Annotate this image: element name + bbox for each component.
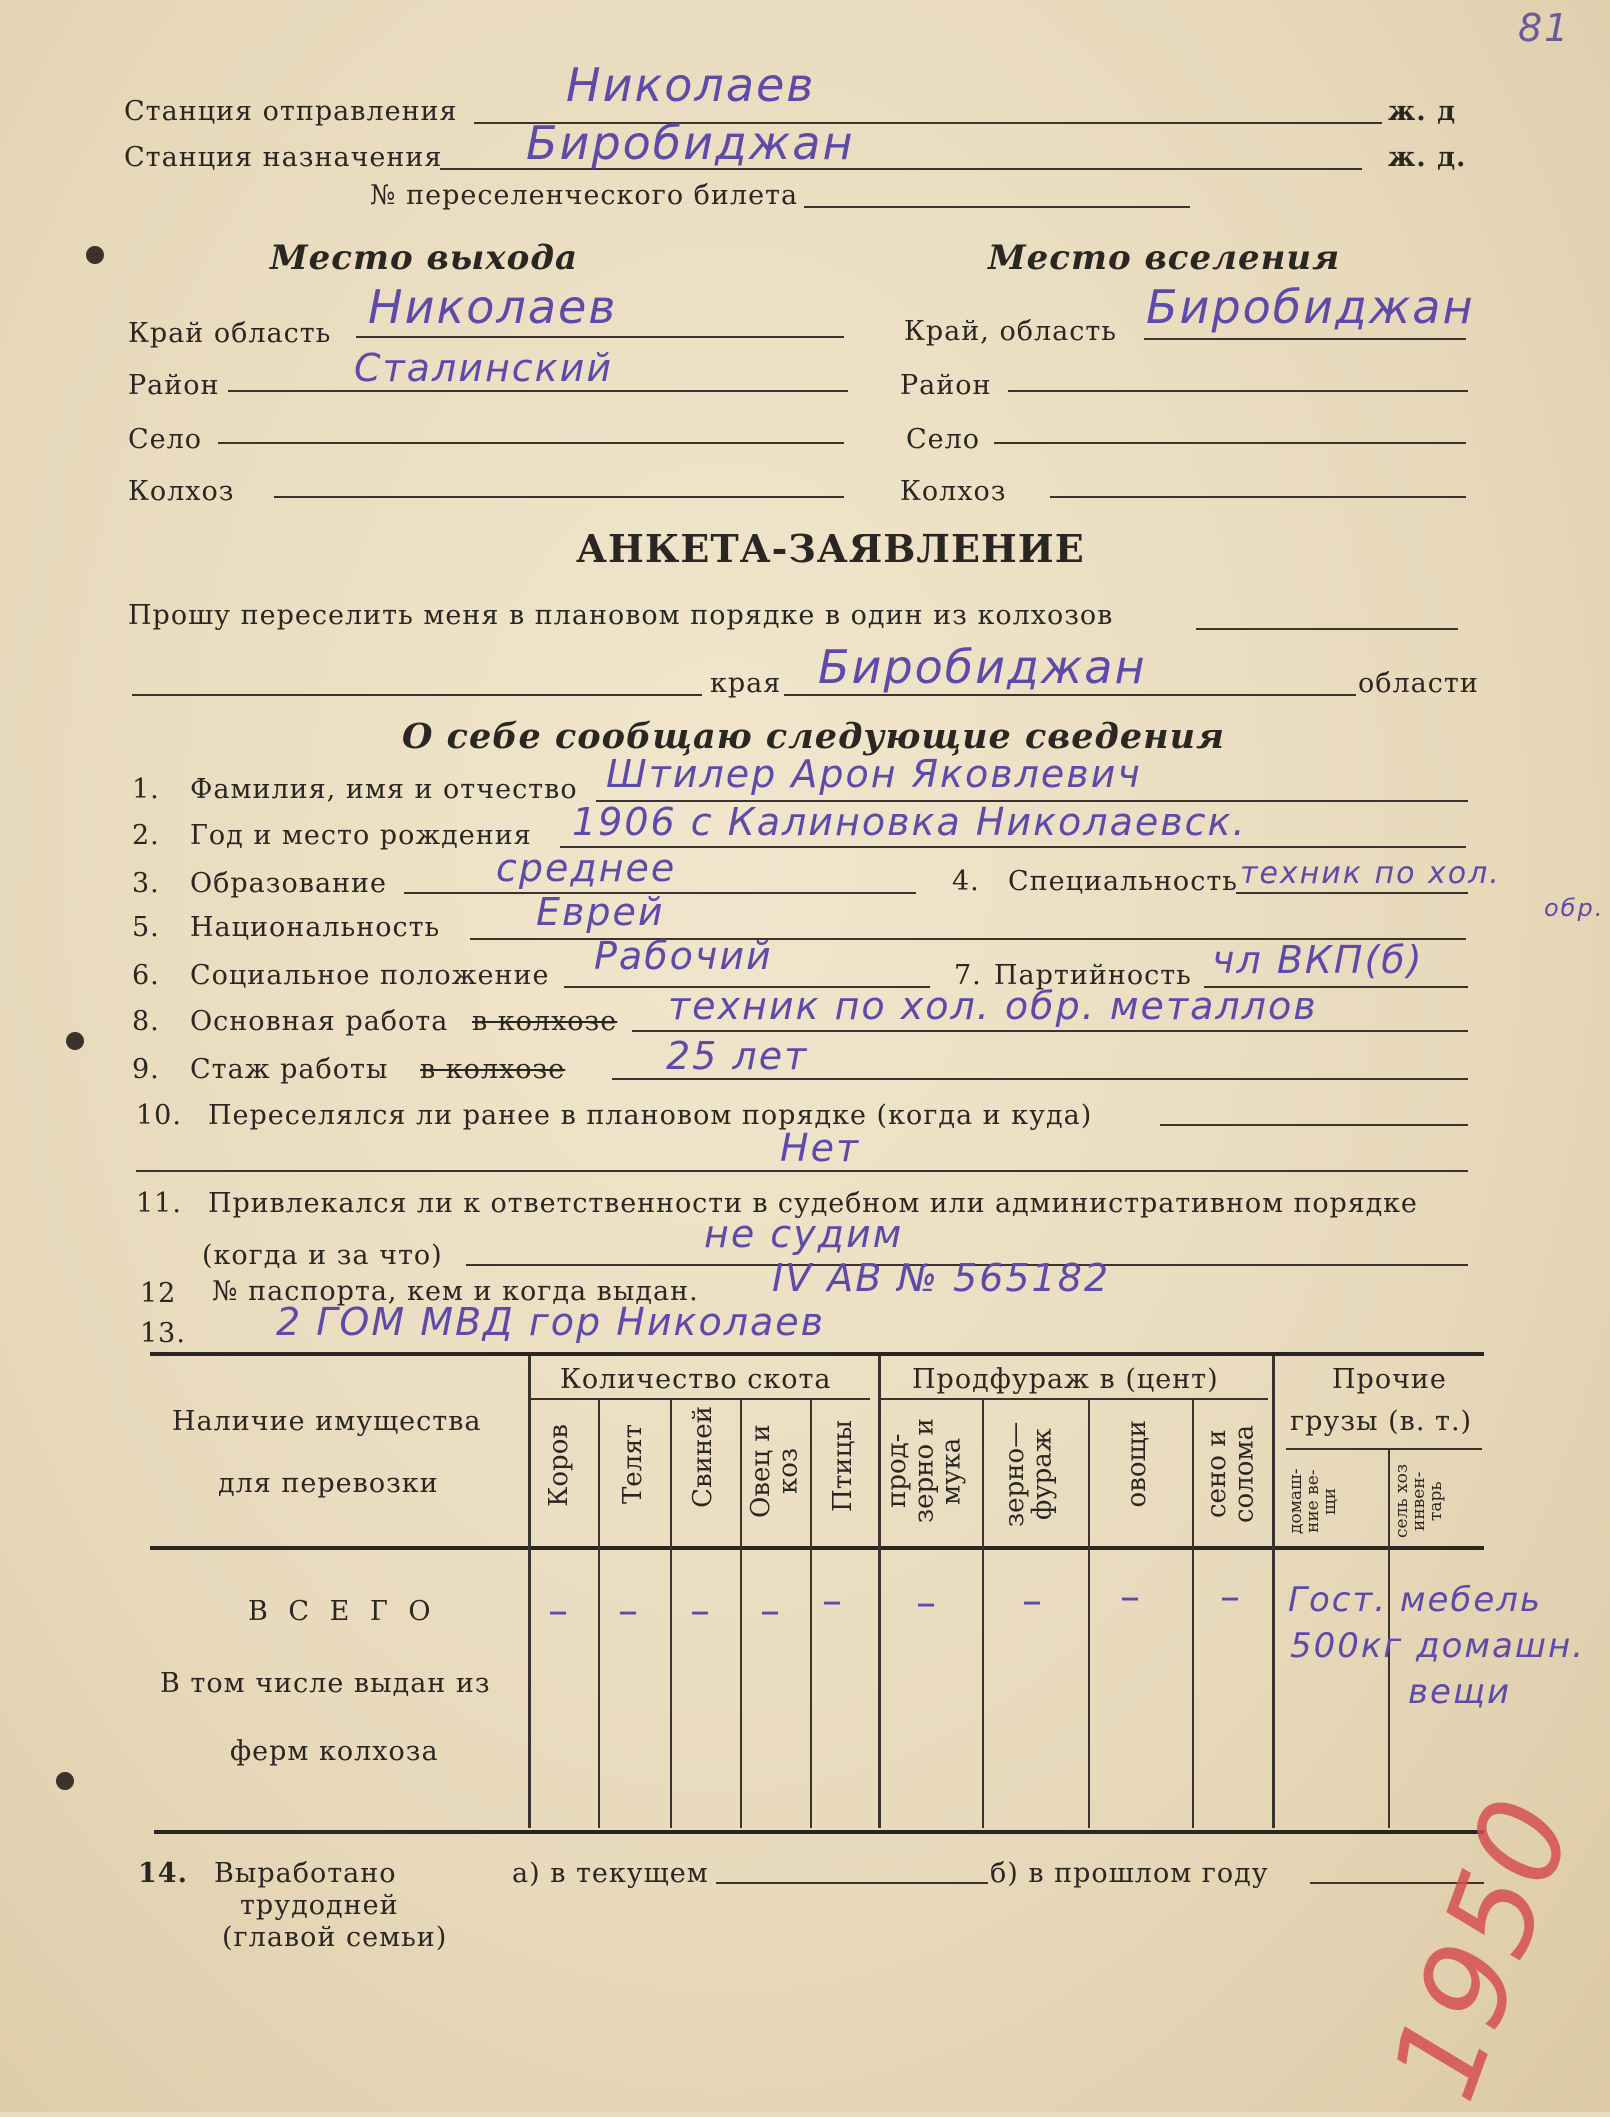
item-5-value: Еврей xyxy=(536,890,665,934)
info-title: О себе сообщаю следующие сведения xyxy=(402,716,1225,757)
red-pencil-mark: 1950 xyxy=(1365,1782,1601,2117)
cell-dash: – xyxy=(822,1578,842,1624)
punch-hole xyxy=(86,246,104,264)
cell-dash: – xyxy=(760,1588,780,1634)
item-9-line xyxy=(612,1078,1468,1080)
region-label-right: Край, область xyxy=(904,316,1117,347)
table-bottom-border xyxy=(154,1830,1484,1834)
region-value-right: Биробиджан xyxy=(1146,280,1475,334)
region-value-left: Николаев xyxy=(368,280,618,334)
item-5-label: Национальность xyxy=(190,912,441,943)
group-feed: Продфураж в (цент) xyxy=(912,1364,1219,1395)
table-divider xyxy=(670,1400,672,1828)
item-2-line xyxy=(560,846,1466,848)
item-2-value: 1906 с Калиновка Николаевск. xyxy=(572,800,1247,844)
item-number: 9. xyxy=(132,1054,160,1085)
group-other-1: Прочие xyxy=(1332,1364,1447,1395)
item-9-label: Стаж работы xyxy=(190,1054,389,1085)
kolkhoz-line-left xyxy=(274,496,844,498)
kraya-label: края xyxy=(710,668,782,699)
item-8-line xyxy=(632,1030,1468,1032)
table-divider xyxy=(810,1400,812,1828)
district-label-left: Район xyxy=(128,370,220,401)
item-7-value: чл ВКП(б) xyxy=(1212,938,1424,982)
item-number: 5. xyxy=(132,912,160,943)
table-divider xyxy=(1088,1400,1090,1828)
corner-number: 81 xyxy=(1518,6,1571,50)
item-10-label: Переселялся ли ранее в плановом порядке (когда и куда) xyxy=(208,1100,1093,1131)
other-cargo-value: вещи xyxy=(1408,1672,1512,1712)
ticket-line xyxy=(804,206,1190,208)
cell-dash: – xyxy=(916,1580,936,1626)
item-number: 2. xyxy=(132,820,160,851)
table-left-header-1: Наличие имущества xyxy=(172,1406,482,1437)
cell-dash: – xyxy=(690,1588,710,1634)
item-3-value: среднее xyxy=(496,846,677,890)
village-label-left: Село xyxy=(128,424,203,455)
kraya-line xyxy=(784,694,1356,696)
table-divider xyxy=(1192,1400,1194,1828)
rail-suffix: ж. д xyxy=(1388,96,1457,127)
col-header: зерно— фураж xyxy=(1000,1421,1058,1527)
item-11-label: Привлекался ли к ответственности в судебном или административном порядке xyxy=(208,1188,1418,1219)
item-3-label: Образование xyxy=(190,868,388,899)
cell-dash: – xyxy=(1022,1578,1042,1624)
item-6-value: Рабочий xyxy=(594,934,773,978)
item-8-value: техник по хол. обр. металлов xyxy=(668,984,1318,1028)
kraya-value: Биробиджан xyxy=(818,640,1147,694)
item-12-value: IV АВ № 565182 xyxy=(772,1256,1111,1300)
region-line-right xyxy=(1144,338,1466,340)
item-4-line xyxy=(1236,892,1468,894)
col-header: сель хоз инвен- тарь xyxy=(1392,1463,1446,1539)
table-divider xyxy=(878,1356,881,1828)
region-label-left: Край область xyxy=(128,318,332,349)
item-number: 10. xyxy=(136,1100,182,1131)
col-header: домаш- ние ве- щи xyxy=(1286,1468,1340,1534)
item-number: 8. xyxy=(132,1006,160,1037)
item-8-struck: в колхозе xyxy=(472,1006,618,1037)
item-number: 14. xyxy=(138,1858,188,1889)
region-line-left xyxy=(356,336,844,338)
footer-current-line xyxy=(716,1882,988,1884)
table-divider xyxy=(740,1400,742,1828)
item-6-label: Социальное положение xyxy=(190,960,550,991)
col-header: Телят xyxy=(618,1424,648,1505)
group-underline xyxy=(530,1398,870,1400)
cell-dash: – xyxy=(1220,1574,1240,1620)
col-header: Коров xyxy=(544,1424,574,1507)
settle-title: Место вселения xyxy=(988,238,1341,278)
kolkhoz-line-right xyxy=(1050,496,1466,498)
item-1-label: Фамилия, имя и отчество xyxy=(190,774,578,805)
district-line-right xyxy=(1008,390,1468,392)
table-left-header-2: для перевозки xyxy=(218,1468,439,1499)
dep-station-label: Станция отправления xyxy=(124,96,458,127)
col-header: сено и солома xyxy=(1202,1424,1260,1524)
rail-suffix: ж. д. xyxy=(1388,142,1467,173)
col-header: прод- зерно и мука xyxy=(882,1418,967,1524)
group-other-2: грузы (в. т.) xyxy=(1290,1406,1473,1437)
table-divider xyxy=(528,1356,531,1828)
col-header: Свиней xyxy=(688,1406,718,1508)
table-divider xyxy=(598,1400,600,1828)
table-divider xyxy=(982,1400,984,1828)
col-header: Овец и коз xyxy=(746,1424,804,1518)
punch-hole xyxy=(56,1772,74,1790)
village-label-right: Село xyxy=(906,424,981,455)
item-number: 11. xyxy=(136,1188,182,1219)
footer-previous: б) в прошлом году xyxy=(990,1858,1269,1889)
col-header: овощи xyxy=(1122,1420,1152,1508)
item-9-struck: в колхозе xyxy=(420,1054,566,1085)
other-cargo-value: Гост. мебель xyxy=(1288,1580,1543,1620)
item-4-label: Специальность xyxy=(1008,866,1238,897)
table-top-border xyxy=(150,1352,1484,1356)
row-incl-label: В том числе выдан из xyxy=(160,1668,491,1699)
item-1-value: Штилер Арон Яковлевич xyxy=(606,752,1142,796)
item-11-value: не судим xyxy=(704,1212,904,1256)
item-13-value: 2 ГОМ МВД гор Николаев xyxy=(276,1300,826,1344)
request-line-blank xyxy=(1196,628,1458,630)
oblasti-label: области xyxy=(1358,668,1479,699)
item-10-line xyxy=(1160,1124,1468,1126)
item-12-label: № паспорта, кем и когда выдан. xyxy=(212,1276,699,1307)
row-incl-label-2: ферм колхоза xyxy=(230,1736,439,1767)
dest-station-label: Станция назначения xyxy=(124,142,443,173)
item-number: 13. xyxy=(140,1318,186,1349)
form-title: АНКЕТА-ЗАЯВЛЕНИЕ xyxy=(576,526,1085,571)
group-livestock: Количество скота xyxy=(560,1364,832,1395)
item-number: 4. xyxy=(952,866,980,897)
item-4-value: техник по хол. xyxy=(1240,856,1501,891)
footer-label-3: (главой семьи) xyxy=(222,1922,448,1953)
punch-hole xyxy=(66,1032,84,1050)
item-11-label-cont: (когда и за что) xyxy=(202,1240,443,1271)
item-number: 12 xyxy=(140,1278,177,1309)
cell-dash: – xyxy=(548,1588,568,1634)
table-header-bottom xyxy=(150,1546,1484,1550)
dest-station-value: Биробиджан xyxy=(526,116,855,170)
cell-dash: – xyxy=(1120,1574,1140,1620)
footer-current: а) в текущем xyxy=(512,1858,709,1889)
district-line-left xyxy=(228,390,848,392)
row-total-label: В С Е Г О xyxy=(248,1596,437,1627)
district-value-left: Сталинский xyxy=(354,346,614,390)
request-line: Прошу переселить меня в плановом порядке в один из колхозов xyxy=(128,600,1114,631)
group-underline xyxy=(1286,1448,1482,1450)
item-number: 6. xyxy=(132,960,160,991)
footer-label-1: Выработано xyxy=(214,1858,397,1889)
col-header: Птицы xyxy=(828,1420,858,1512)
district-label-right: Район xyxy=(900,370,992,401)
kolkhoz-label-left: Колхоз xyxy=(128,476,235,507)
item-number: 7. xyxy=(954,960,982,991)
item-7-label: Партийность xyxy=(994,960,1192,991)
item-number: 1. xyxy=(132,774,160,805)
village-line-right xyxy=(994,442,1466,444)
cell-dash: – xyxy=(618,1588,638,1634)
exit-title: Место выхода xyxy=(270,238,579,278)
kolkhoz-label-right: Колхоз xyxy=(900,476,1007,507)
item-2-label: Год и место рождения xyxy=(190,820,532,851)
item-9-value: 25 лет xyxy=(666,1034,809,1078)
table-divider xyxy=(1272,1356,1275,1828)
request-blank-left xyxy=(132,694,702,696)
ticket-label: № переселенческого билета xyxy=(370,180,799,211)
dep-station-value: Николаев xyxy=(566,58,816,112)
village-line-left xyxy=(218,442,844,444)
item-number: 3. xyxy=(132,868,160,899)
item-10-line-2 xyxy=(136,1170,1468,1172)
item-4-value-cont: обр. xyxy=(1544,894,1605,922)
footer-label-2: трудодней xyxy=(240,1890,399,1921)
other-cargo-value: 500кг домашн. xyxy=(1290,1626,1586,1666)
item-10-value: Нет xyxy=(780,1126,861,1170)
item-8-label: Основная работа xyxy=(190,1006,449,1037)
